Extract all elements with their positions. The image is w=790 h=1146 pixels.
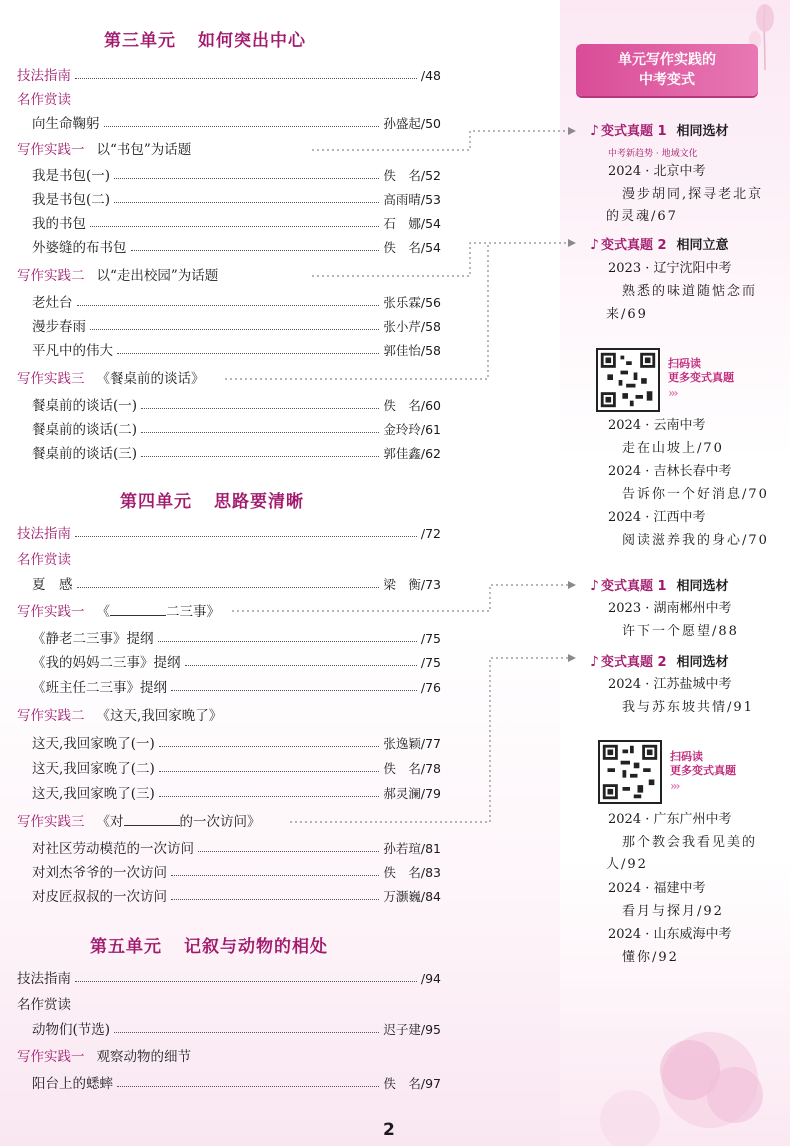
entry-author: 郭佳怡 [383,343,421,358]
entry-author: 孙若瑄 [383,841,421,856]
entry-title: 餐桌前的谈话(一) [32,398,138,414]
exam-source[interactable]: 2024 · 北京中考 [608,164,706,179]
arrow-head-icon [568,239,576,247]
guide-label: 技法指南 [17,68,71,84]
entry-author: 金玲玲 [383,422,421,437]
exam-source[interactable]: 2024 · 福建中考 [608,881,706,896]
variant-tag: 变式真题 2 [600,238,667,253]
practice-topic-start: 《对 [96,814,124,830]
page-ref: /94 [420,971,441,986]
entry-author: 郭佳鑫 [383,446,421,461]
page-ref: /83 [420,865,441,880]
exam-source[interactable]: 2023 · 湖南郴州中考 [608,601,732,616]
page-ref: /75 [420,631,441,646]
page-ref: /81 [420,841,441,856]
essay-title[interactable]: 我与苏东坡共情/91 [622,700,754,715]
entry-title: 我的书包 [32,216,86,232]
page-ref: /77 [420,736,441,751]
practice-label: 写作实践一 [17,1049,85,1065]
qr-label-1: 扫码读 [668,357,701,370]
essay-title-cont[interactable]: 人/92 [606,857,648,872]
banner-line-1: 单元写作实践的 [618,52,716,68]
entry-author: 张逸颖 [383,736,421,751]
practice-label: 写作实践三 [17,814,85,830]
entry-title: 我是书包(二) [32,192,111,208]
unit-topic: 记叙与动物的相处 [184,937,328,957]
entry-author: 张小芹 [383,319,421,334]
entry-author: 佚 名 [383,865,421,880]
connector-line [232,585,568,611]
entry-author: 迟子建 [383,1022,421,1037]
essay-title[interactable]: 漫步胡同,探寻老北京 [622,187,764,202]
appreciation-label: 名作赏读 [17,997,71,1013]
page-ref: /54 [420,216,441,231]
unit-number: 第三单元 [104,31,176,51]
variant-title: 相同选材 [676,655,729,670]
entry-title: 这天,我回家晚了(一) [32,736,155,752]
unit-topic: 如何突出中心 [198,31,306,51]
page-ref: /61 [420,422,441,437]
exam-source[interactable]: 2023 · 辽宁沈阳中考 [608,261,732,276]
essay-title[interactable]: 告诉你一个好消息/70 [622,487,769,502]
practice-topic: 《这天,我回家晚了》 [96,708,223,724]
qr-code-icon[interactable] [598,740,662,804]
entry-author: 佚 名 [383,168,421,183]
exam-source[interactable]: 2024 · 江西中考 [608,510,706,525]
essay-title[interactable]: 阅读滋养我的身心/70 [622,533,769,548]
entry-author: 佚 名 [383,1076,421,1091]
double-arrow-icon: ››› [668,386,677,400]
music-note-icon: ♪ [590,123,599,139]
variant-heading [590,122,729,141]
variant-heading [590,577,729,596]
entry-title: 餐桌前的谈话(二) [32,422,138,438]
connector-line [312,131,568,150]
practice-label: 写作实践二 [17,708,85,724]
music-note-icon: ♪ [590,237,599,253]
qr-code-icon[interactable] [596,348,660,412]
entry-title: 向生命鞠躬 [32,116,100,132]
unit-topic: 思路要清晰 [214,492,304,512]
practice-label: 写作实践二 [17,268,85,284]
variant-tag: 变式真题 2 [600,655,667,670]
page-number: 2 [383,1120,395,1140]
practice-topic: 以“书包”为话题 [96,142,192,158]
variant-tag: 变式真题 1 [600,124,667,139]
entry-title: 这天,我回家晚了(三) [32,786,155,802]
double-arrow-icon: ››› [670,779,679,793]
page-ref: /78 [420,761,441,776]
exam-source[interactable]: 2024 · 江苏盐城中考 [608,677,732,692]
entry-author: 万灏巍 [383,889,421,904]
page-ref: /62 [420,446,441,461]
page-ref: /97 [420,1076,441,1091]
page-ref: /52 [420,168,441,183]
exam-source[interactable]: 2024 · 广东广州中考 [608,812,732,827]
entry-title: 平凡中的伟大 [32,343,113,359]
exam-source[interactable]: 2024 · 吉林长春中考 [608,464,732,479]
practice-topic: 《餐桌前的谈话》 [96,371,205,387]
entry-title: 对社区劳动模范的一次访问 [32,841,194,857]
entry-author: 石 娜 [383,216,421,231]
unit-number: 第五单元 [90,937,162,957]
qr-label-2: 更多变式真题 [670,764,736,777]
page-ref: /58 [420,343,441,358]
essay-title[interactable]: 懂你/92 [622,950,679,965]
trend-note: 中考新趋势 · 地域文化 [608,149,698,159]
page-ref: /73 [420,577,441,592]
page-ref: /75 [420,655,441,670]
essay-title-cont[interactable]: 的灵魂/67 [606,209,678,224]
entry-author: 高雨晴 [383,192,421,207]
banner-line-2: 中考变式 [639,72,695,88]
entry-title: 我是书包(一) [32,168,111,184]
page-ref: /48 [420,68,441,83]
entry-author: 郝灵澜 [383,786,421,801]
entry-author: 佚 名 [383,761,421,776]
page-ref: /84 [420,889,441,904]
connector-line [290,658,568,822]
entry-title: 阳台上的蟋蟀 [32,1076,113,1092]
exam-source[interactable]: 2024 · 山东威海中考 [608,927,732,942]
entry-title: 动物们(节选) [32,1022,111,1038]
practice-topic: 以“走出校园”为话题 [96,268,219,284]
entry-title: 《我的妈妈二三事》提纲 [32,655,181,671]
page-ref: /54 [420,240,441,255]
variant-title: 相同立意 [676,238,729,253]
appreciation-label: 名作赏读 [17,92,71,108]
variant-tag: 变式真题 1 [600,579,667,594]
qr-label-2: 更多变式真题 [668,371,734,384]
arrow-head-icon [568,127,576,135]
entry-title: 漫步春雨 [32,319,86,335]
variant-title: 相同选材 [676,579,729,594]
practice-label: 写作实践三 [17,371,85,387]
practice-label: 写作实践一 [17,604,85,620]
essay-title[interactable]: 那个教会我看见美的 [622,835,758,850]
entry-title: 《班主任二三事》提纲 [32,680,167,696]
entry-author: 梁 衡 [383,577,421,592]
practice-label: 写作实践一 [17,142,85,158]
entry-author: 佚 名 [383,398,421,413]
page-ref: /53 [420,192,441,207]
appreciation-label: 名作赏读 [17,552,71,568]
practice-topic: 观察动物的细节 [96,1049,191,1065]
entry-title: 外婆缝的布书包 [32,240,127,256]
practice-topic-end: 二三事》 [166,604,220,620]
music-note-icon: ♪ [590,578,599,594]
entry-title: 《静老二三事》提纲 [32,631,154,647]
qr-label-1: 扫码读 [670,750,703,763]
page-ref: /56 [420,295,441,310]
variant-title: 相同选材 [676,124,729,139]
page-ref: /60 [420,398,441,413]
page-ref: /50 [420,116,441,131]
entry-title: 对皮匠叔叔的一次访问 [32,889,167,905]
entry-title: 老灶台 [32,295,73,311]
variant-heading [590,236,729,255]
guide-label: 技法指南 [17,971,71,987]
page-ref: /76 [420,680,441,695]
entry-author: 佚 名 [383,240,421,255]
arrow-head-icon [568,581,576,589]
connector-line [225,243,488,379]
essay-title[interactable]: 走在山坡上/70 [622,441,724,456]
practice-topic-end: 的一次访问》 [179,814,261,830]
practice-topic-start: 《 [96,604,110,620]
connector-line [312,243,568,276]
guide-label: 技法指南 [17,526,71,542]
arrow-head-icon [568,654,576,662]
variant-heading [590,653,729,672]
entry-title: 对刘杰爷爷的一次访问 [32,865,167,881]
entry-title: 餐桌前的谈话(三) [32,446,138,462]
essay-title[interactable]: 许下一个愿望/88 [622,624,739,639]
music-note-icon: ♪ [590,654,599,670]
exam-source[interactable]: 2024 · 云南中考 [608,418,706,433]
page-ref: /58 [420,319,441,334]
unit-number: 第四单元 [120,492,192,512]
page-ref: /95 [420,1022,441,1037]
essay-title[interactable]: 看月与探月/92 [622,904,724,919]
page-ref: /72 [420,526,441,541]
entry-author: 张乐霖 [383,295,421,310]
essay-title[interactable]: 熟悉的味道随惦念而 [622,284,758,299]
entry-title: 这天,我回家晚了(二) [32,761,155,777]
entry-author: 孙盛起 [383,116,421,131]
page-ref: /79 [420,786,441,801]
sidebar-banner [576,44,758,96]
essay-title-cont[interactable]: 来/69 [606,307,648,322]
entry-title: 夏 感 [32,577,73,593]
